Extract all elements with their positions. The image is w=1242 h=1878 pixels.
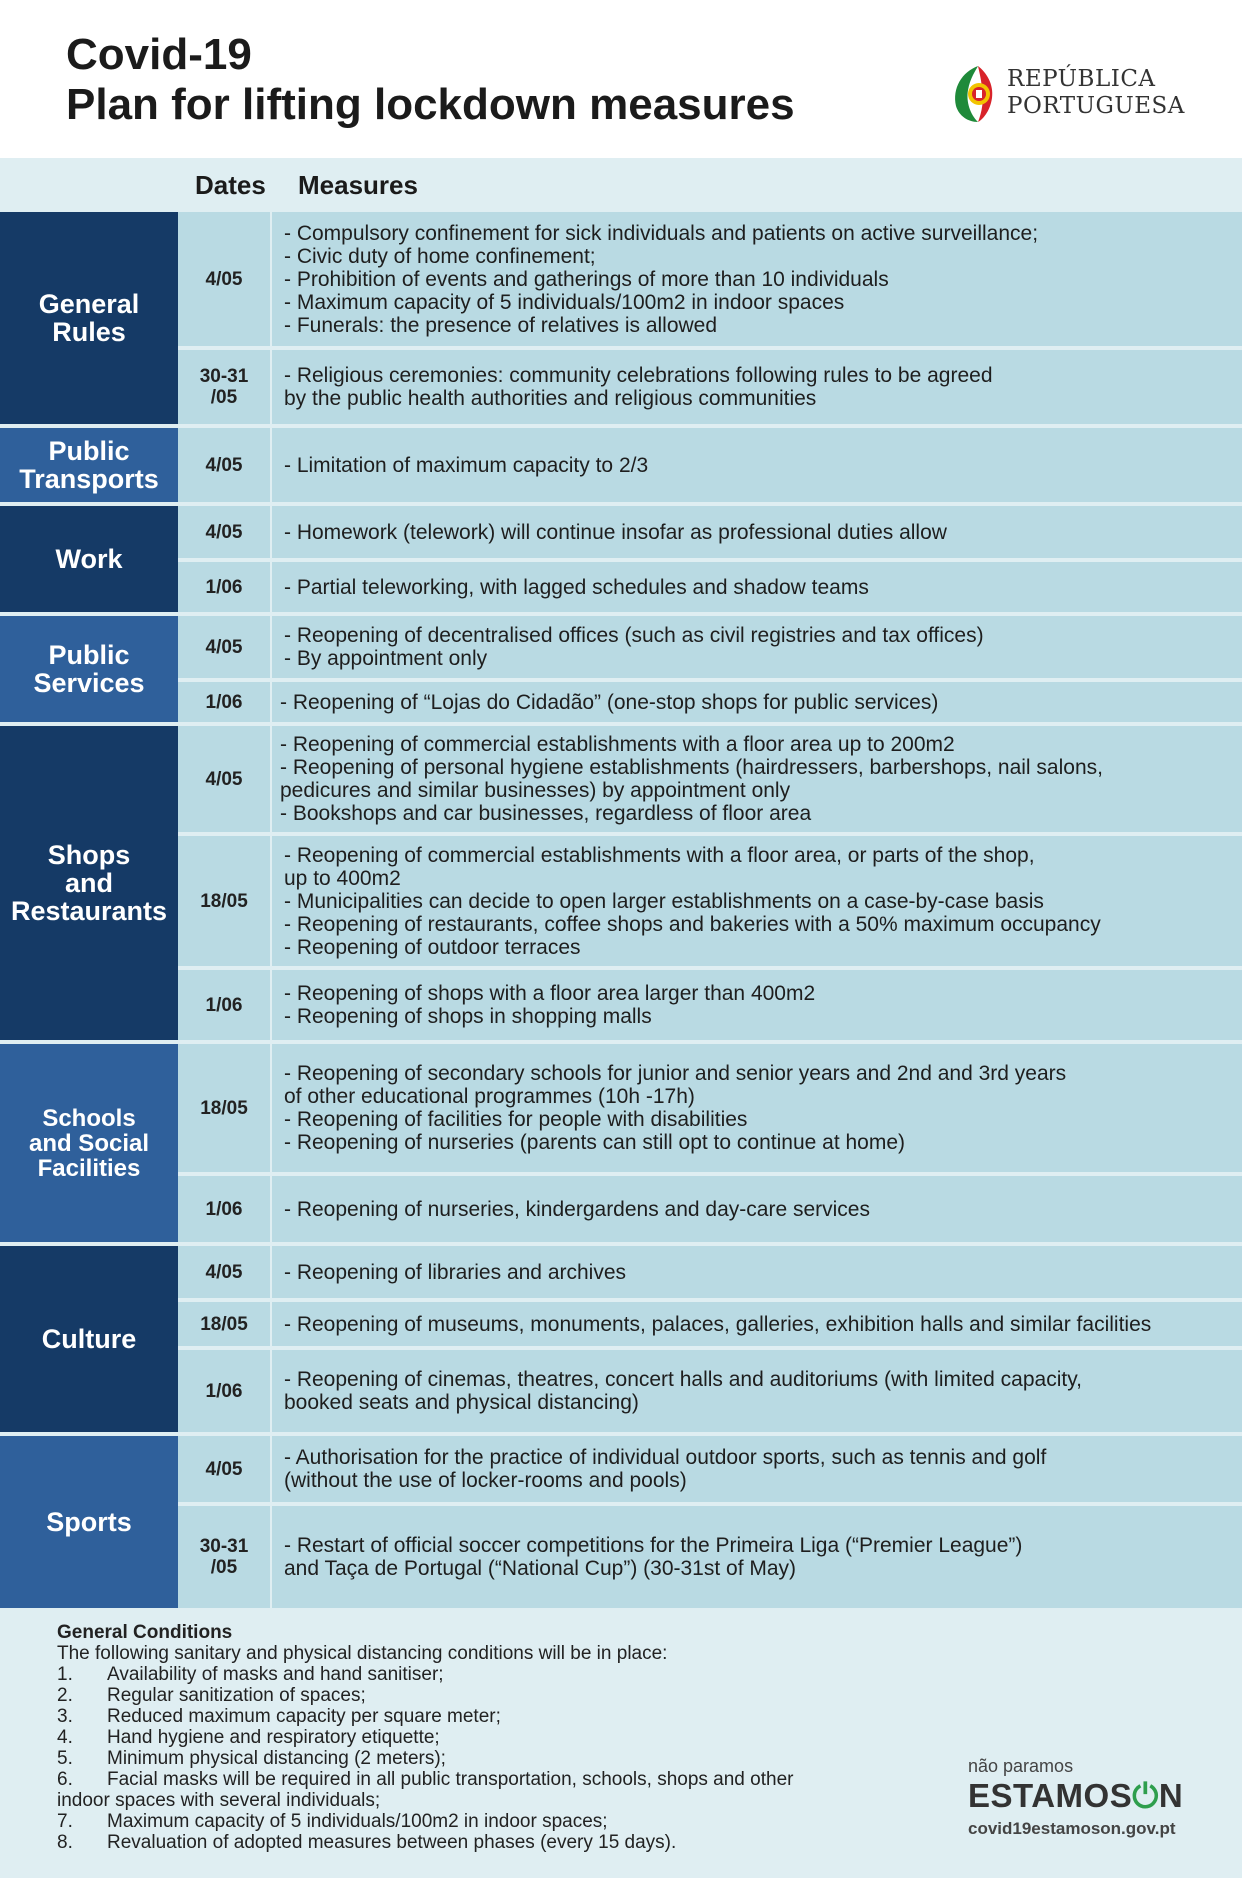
- category-public-transports: Public Transports: [0, 428, 178, 502]
- row-measure: - Reopening of secondary schools for junior and senior years and 2nd and 3rd years of other educational programmes (10h -17h) - Reopening of facilities for people with disabilities - Reopening of nurseries (parents can still opt to continue at home): [272, 1044, 1242, 1172]
- republic-logo-text: REPÚBLICA PORTUGUESA: [1007, 66, 1185, 119]
- brand-tagline: não paramos: [968, 1756, 1074, 1776]
- list-item: 5. Minimum physical distancing (2 meters);: [57, 1748, 446, 1769]
- category-shops-and-restaurants: Shops and Restaurants: [0, 726, 178, 1040]
- row-measure: - Reopening of commercial establishments with a floor area up to 200m2 - Reopening of personal hygiene establishments (hairdressers, barbershops, nail salons, pedicures and similar businesses) by appointment only - Bookshops and car businesses, regardless of floor area: [272, 726, 1242, 832]
- row-measure: - Reopening of cinemas, theatres, concert halls and auditoriums (with limited capacity, booked seats and physical distancing): [272, 1350, 1242, 1432]
- category-work: Work: [0, 506, 178, 612]
- header: [0, 0, 1242, 158]
- list-item: 3. Reduced maximum capacity per square meter;: [57, 1706, 501, 1727]
- row-measure: - Homework (telework) will continue insofar as professional duties allow: [272, 506, 1242, 558]
- row-measure: - Authorisation for the practice of individual outdoor sports, such as tennis and golf (without the use of locker-rooms and pools): [272, 1436, 1242, 1502]
- row-measure: - Limitation of maximum capacity to 2/3: [272, 428, 1242, 502]
- general-conditions-intro: The following sanitary and physical distancing conditions will be in place:: [57, 1643, 668, 1664]
- row-measure: - Reopening of libraries and archives: [272, 1246, 1242, 1298]
- brand-url: covid19estamoson.gov.pt: [968, 1819, 1176, 1838]
- row-measure: - Religious ceremonies: community celebrations following rules to be agreed by the public health authorities and religious communities: [272, 350, 1242, 424]
- page-title-line2: Plan for lifting lockdown measures: [66, 80, 795, 129]
- portugal-coat-of-arms-icon: [948, 62, 1000, 126]
- row-measure: - Partial teleworking, with lagged schedules and shadow teams: [272, 562, 1242, 612]
- category-general-rules: General Rules: [0, 212, 178, 424]
- row-date: 4/05: [178, 428, 270, 502]
- row-measure: - Reopening of commercial establishments with a floor area, or parts of the shop, up to 400m2 - Municipalities can decide to open larger establishments on a case-by-case basis - Reopening of restaurants, coffee shops and bakeries with a 50% maximum occupancy - Reopening of outdoor terraces: [272, 836, 1242, 966]
- row-date: 1/06: [178, 682, 270, 722]
- column-header-measures: Measures: [298, 170, 418, 200]
- column-header-dates: Dates: [195, 170, 266, 200]
- row-date: 1/06: [178, 1176, 270, 1242]
- row-date: 1/06: [178, 970, 270, 1040]
- list-item: 2. Regular sanitization of spaces;: [57, 1685, 366, 1706]
- power-icon: ⏻: [1132, 1777, 1159, 1814]
- category-public-services: Public Services: [0, 616, 178, 722]
- general-conditions: [57, 1622, 877, 1853]
- row-measure: - Compulsory confinement for sick individuals and patients on active surveillance; - Civic duty of home confinement; - Prohibition of events and gatherings of more than 10 individuals - Maximum capacity of 5 individuals/100m2 in indoor spaces - Funerals: the presence of relatives is allowed: [272, 212, 1242, 346]
- row-date: 4/05: [178, 616, 270, 678]
- estamos-on-logo: [968, 1756, 1198, 1839]
- list-item: 8. Revaluation of adopted measures between phases (every 15 days).: [57, 1832, 677, 1853]
- category-culture: Culture: [0, 1246, 178, 1432]
- page-title-line1: Covid-19: [66, 30, 252, 79]
- row-date: 4/05: [178, 212, 270, 346]
- row-date: 18/05: [178, 836, 270, 966]
- list-item: 4. Hand hygiene and respiratory etiquette;: [57, 1727, 440, 1748]
- list-item-continuation: indoor spaces with several individuals;: [57, 1790, 381, 1811]
- row-date: 4/05: [178, 506, 270, 558]
- brand-name: ESTAMOS⏻N: [968, 1777, 1184, 1814]
- row-measure: - Reopening of shops with a floor area larger than 400m2 - Reopening of shops in shopping malls: [272, 970, 1242, 1040]
- row-date: 18/05: [178, 1302, 270, 1346]
- row-date: 1/06: [178, 562, 270, 612]
- row-date: 4/05: [178, 726, 270, 832]
- list-item: 6. Facial masks will be required in all public transportation, schools, shops and other: [57, 1769, 794, 1790]
- category-schools-and-social-facilities: Schools and Social Facilities: [0, 1044, 178, 1242]
- row-measure: - Reopening of decentralised offices (such as civil registries and tax offices) - By appointment only: [272, 616, 1242, 678]
- row-date: 18/05: [178, 1044, 270, 1172]
- list-item: 7. Maximum capacity of 5 individuals/100m2 in indoor spaces;: [57, 1811, 608, 1832]
- row-date: 30-31 /05: [178, 350, 270, 424]
- general-conditions-title: General Conditions: [57, 1622, 233, 1643]
- category-sports: Sports: [0, 1436, 178, 1608]
- row-date: 30-31 /05: [178, 1506, 270, 1608]
- row-measure: - Restart of official soccer competitions for the Primeira Liga (“Premier League”) and Taça de Portugal (“National Cup”) (30-31st of May): [272, 1506, 1242, 1608]
- row-measure: - Reopening of nurseries, kindergardens and day-care services: [272, 1176, 1242, 1242]
- row-date: 4/05: [178, 1246, 270, 1298]
- list-item: 1. Availability of masks and hand sanitiser;: [57, 1664, 444, 1685]
- row-measure: - Reopening of museums, monuments, palaces, galleries, exhibition halls and similar facilities: [272, 1302, 1242, 1346]
- row-measure: - Reopening of “Lojas do Cidadão” (one-stop shops for public services): [272, 682, 1242, 722]
- row-date: 1/06: [178, 1350, 270, 1432]
- row-date: 4/05: [178, 1436, 270, 1502]
